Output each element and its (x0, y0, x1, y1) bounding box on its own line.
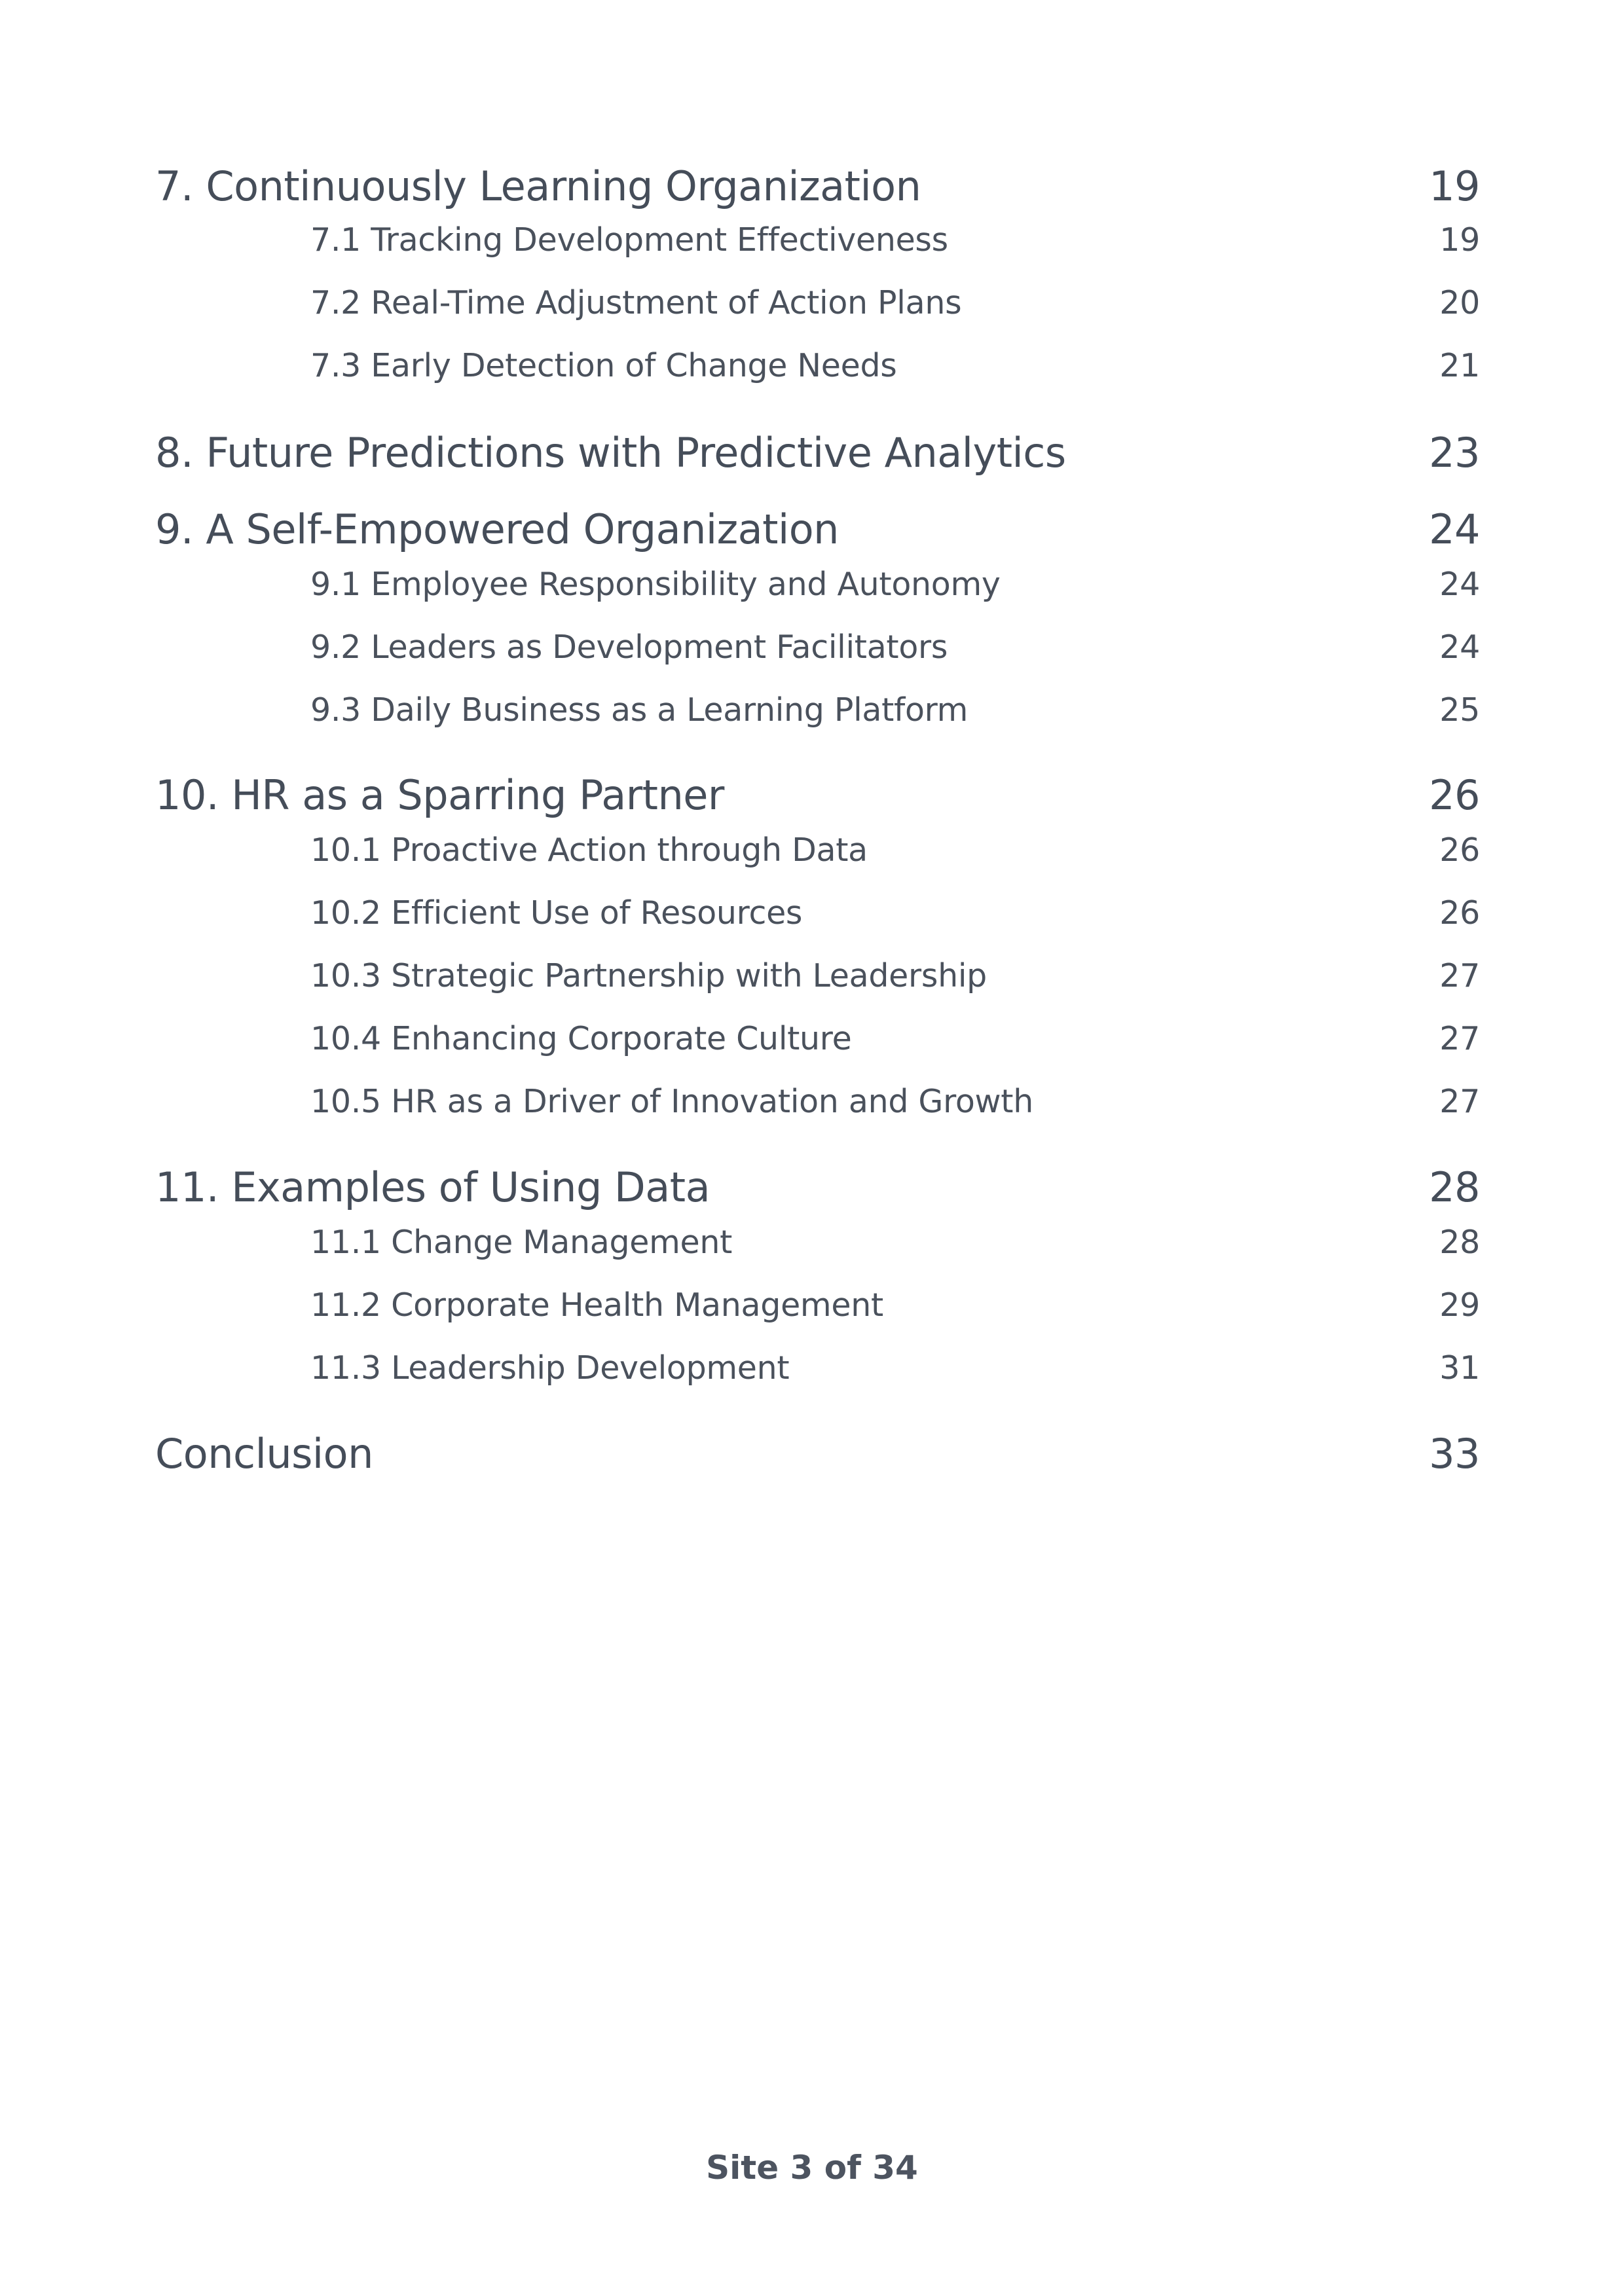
toc-entry-page-number: 24 (1439, 629, 1480, 666)
toc-entry-title: 7. Continuously Learning Organization (155, 162, 921, 210)
toc-entry-page-number: 29 (1439, 1286, 1480, 1324)
toc-entry-page-number: 25 (1439, 691, 1480, 729)
toc-entry-page-number: 26 (1439, 831, 1480, 869)
toc-chapter-entry (155, 505, 1480, 553)
page-indicator: Site 3 of 34 (706, 2149, 918, 2187)
toc-section-entry (155, 347, 1480, 384)
toc-section-entry (155, 1224, 1480, 1261)
toc-entry-title: 9.2 Leaders as Development Facilitators (310, 629, 948, 666)
toc-entry-page-number: 20 (1439, 284, 1480, 321)
toc-chapter-entry (155, 771, 1480, 819)
toc-entry-title: 10.5 HR as a Driver of Innovation and Growth (310, 1083, 1033, 1120)
toc-entry-page-number: 23 (1429, 429, 1480, 477)
toc-entry-title: 11.1 Change Management (310, 1224, 733, 1261)
toc-entry-page-number: 27 (1439, 957, 1480, 994)
toc-entry-page-number: 26 (1429, 771, 1480, 819)
toc-chapter-entry (155, 162, 1480, 210)
toc-chapter-entry (155, 1430, 1480, 1478)
toc-section-entry (155, 957, 1480, 994)
toc-entry-title: 8. Future Predictions with Predictive Analytics (155, 429, 1066, 477)
toc-entry-title: 10.1 Proactive Action through Data (310, 831, 868, 869)
toc-entry-page-number: 26 (1439, 894, 1480, 932)
toc-entry-title: 10. HR as a Sparring Partner (155, 771, 724, 819)
toc-entry-title: 9.3 Daily Business as a Learning Platform (310, 691, 969, 729)
toc-entry-page-number: 28 (1439, 1224, 1480, 1261)
toc-entry-title: 10.4 Enhancing Corporate Culture (310, 1020, 852, 1057)
toc-entry-page-number: 28 (1429, 1163, 1480, 1211)
toc-entry-page-number: 31 (1439, 1349, 1480, 1387)
toc-chapter-entry (155, 429, 1480, 477)
toc-section-entry (155, 1349, 1480, 1387)
toc-entry-title: 7.3 Early Detection of Change Needs (310, 347, 897, 384)
toc-entry-title: 10.3 Strategic Partnership with Leadership (310, 957, 987, 994)
toc-section-entry (155, 1286, 1480, 1324)
toc-section-entry (155, 221, 1480, 259)
toc-section-entry (155, 566, 1480, 603)
toc-entry-title: 9. A Self-Empowered Organization (155, 505, 839, 553)
toc-entry-title: 11.2 Corporate Health Management (310, 1286, 883, 1324)
toc-section-entry (155, 831, 1480, 869)
toc-entry-title: Conclusion (155, 1430, 373, 1478)
toc-entry-page-number: 24 (1439, 566, 1480, 603)
toc-entry-title: 10.2 Efficient Use of Resources (310, 894, 803, 932)
toc-entry-title: 7.2 Real-Time Adjustment of Action Plans (310, 284, 962, 321)
toc-entry-page-number: 19 (1429, 162, 1480, 210)
toc-section-entry (155, 284, 1480, 321)
toc-entry-page-number: 27 (1439, 1083, 1480, 1120)
toc-entry-title: 11. Examples of Using Data (155, 1163, 710, 1211)
toc-section-entry (155, 691, 1480, 729)
toc-section-entry (155, 894, 1480, 932)
toc-entry-page-number: 19 (1439, 221, 1480, 259)
toc-section-entry (155, 1020, 1480, 1057)
toc-entry-page-number: 33 (1429, 1430, 1480, 1478)
toc-section-entry (155, 1083, 1480, 1120)
toc-entry-page-number: 27 (1439, 1020, 1480, 1057)
toc-section-entry (155, 629, 1480, 666)
toc-entry-page-number: 21 (1439, 347, 1480, 384)
toc-chapter-entry (155, 1163, 1480, 1211)
toc-entry-title: 9.1 Employee Responsibility and Autonomy (310, 566, 1001, 603)
toc-entry-title: 11.3 Leadership Development (310, 1349, 790, 1387)
toc-entry-page-number: 24 (1429, 505, 1480, 553)
toc-entry-title: 7.1 Tracking Development Effectiveness (310, 221, 948, 259)
